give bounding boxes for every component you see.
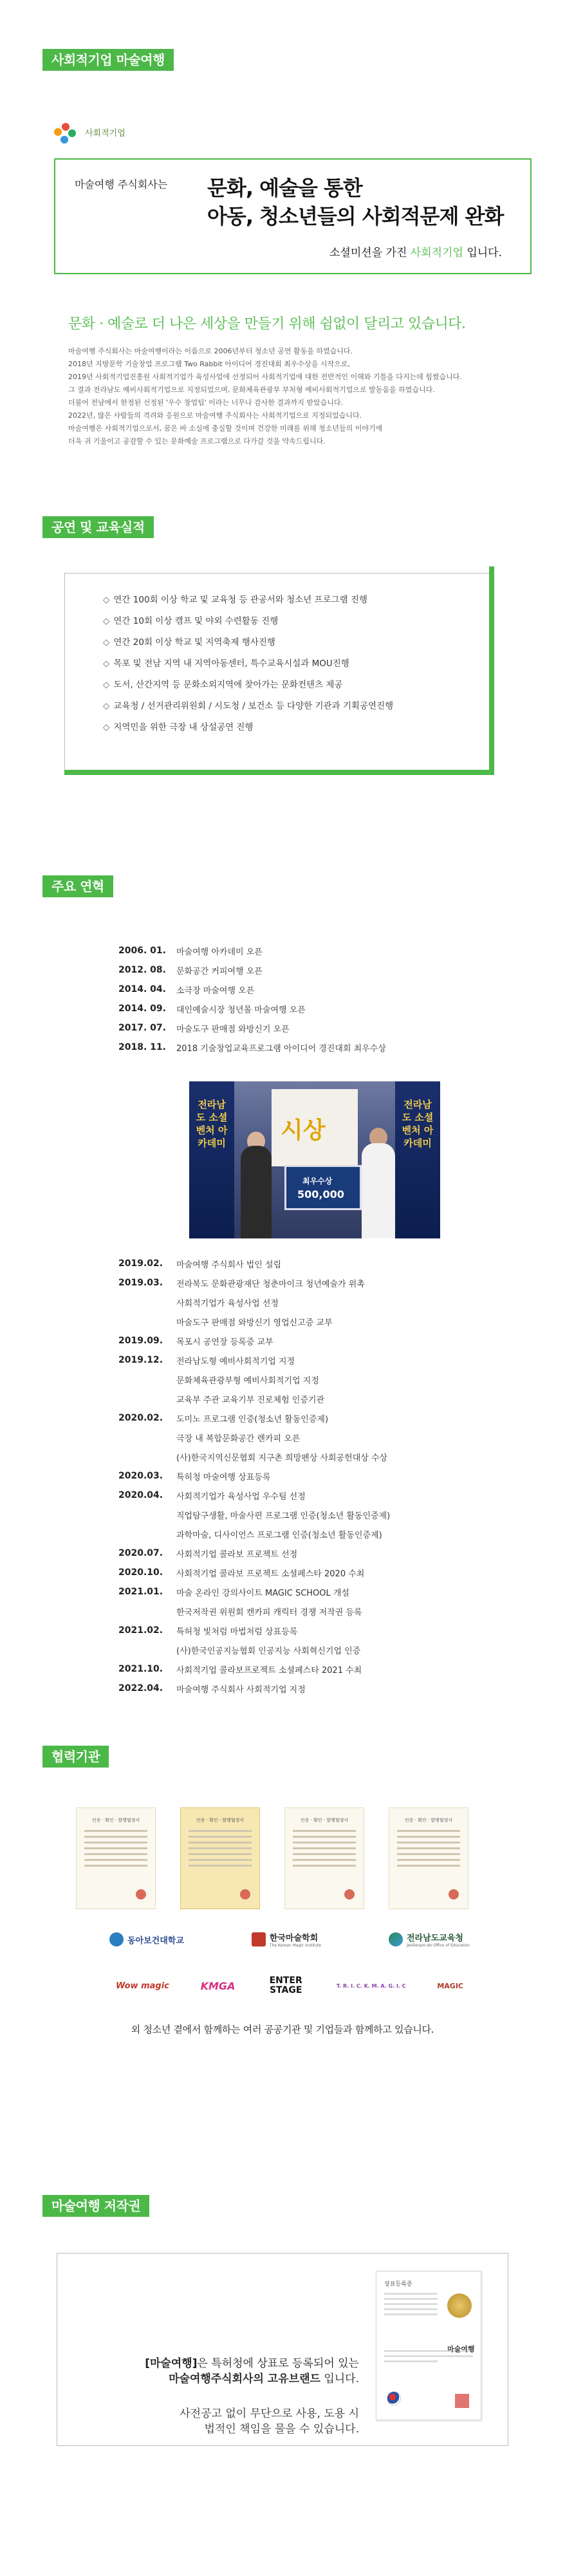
partner-logo-enter-stage: ENTER STAGE	[269, 1975, 302, 1995]
diamond-bullet-icon: ◇	[103, 595, 110, 605]
certificate-title: 인증 · 확인 · 발행협정서	[91, 1818, 140, 1823]
intro-mission-highlight: 사회적기업	[410, 247, 463, 259]
history-date: 2018. 11.	[118, 1042, 166, 1052]
history-row	[118, 1428, 517, 1447]
history-row	[118, 980, 517, 999]
history-date: 2020.10.	[118, 1567, 163, 1578]
history-list-bottom	[118, 1254, 517, 1698]
history-text: 마술여행 주식회사 사회적기업 지정	[176, 1685, 306, 1695]
history-text: 한국저작권 위원회 캔카피 캐릭터 경쟁 저작권 등록	[176, 1607, 362, 1618]
history-text: (사)한국지역신문협회 지구촌 희망펜상 사회공헌대상 수상	[176, 1453, 388, 1463]
history-row	[118, 1389, 517, 1408]
partner-logo-dongah	[109, 1932, 184, 1946]
diamond-bullet-icon: ◇	[103, 616, 110, 626]
partner-sub: The Korean Magic Institute	[269, 1943, 322, 1948]
partner-logo-jeonnam-edu	[389, 1931, 470, 1948]
trademark-doc-brand: 마술여행	[447, 2345, 475, 2353]
banner-right-text: 전라남도 소셜벤처 아카데미	[402, 1099, 434, 1149]
certificate-image	[180, 1807, 260, 1909]
copyright-line-4: 법적인 책임을 물을 수 있습니다.	[204, 2423, 359, 2436]
history-text: 사회적기업 콜라보 프로젝트 소셜페스타 2020 수최	[176, 1569, 365, 1579]
performance-box-accent-right	[489, 566, 494, 774]
history-row	[118, 960, 517, 980]
dongah-emblem-icon	[109, 1932, 124, 1946]
history-row	[118, 1659, 517, 1679]
partner-logos-row-2	[116, 1976, 463, 1995]
history-text: 직업탐구생활, 마술사편 프로그램 인증(청소년 활동인증제)	[176, 1511, 391, 1521]
body-line: 더불어 전남에서 한정된 선정된 '우수 창업팀' 이라는 너무나 감사한 결과까지 받았습니다.	[68, 398, 344, 407]
history-text: 목포시 공연장 등록증 교부	[176, 1337, 273, 1347]
history-text: 마술여행 아카데미 오픈	[176, 947, 263, 957]
history-date: 2014. 04.	[118, 984, 166, 994]
copyright-brand-owner: 마술여행주식회사의 고유브랜드	[169, 2373, 320, 2385]
history-date: 2019.03.	[118, 1278, 163, 1288]
history-text: 특허청 마술여행 상표등록	[176, 1472, 271, 1482]
history-text: 소극장 마술여행 오픈	[176, 985, 255, 996]
performance-box-accent-bottom	[64, 770, 494, 775]
diamond-bullet-icon: ◇	[103, 680, 110, 690]
copyright-line-1-rest: 은 특허청에 상표로 등록되어 있는	[197, 2357, 359, 2370]
history-date: 2019.09.	[118, 1336, 163, 1346]
copyright-notice	[82, 2356, 359, 2387]
history-row	[118, 1563, 517, 1582]
intro-headline-1: 문화, 예술을 통한	[207, 176, 362, 200]
history-row	[118, 1273, 517, 1293]
social-enterprise-logo-icon	[51, 119, 81, 149]
body-line: 2022년, 많은 사람들의 격려와 응원으로 마술여행 주식회사는 사회적기업으로 지정되었습니다.	[68, 411, 362, 420]
diamond-bullet-icon: ◇	[103, 637, 110, 648]
copyright-line-2-post: 입니다.	[320, 2373, 359, 2385]
partner-name	[270, 1931, 321, 1948]
history-date: 2020.04.	[118, 1490, 163, 1500]
performance-item-text: 연간 10회 이상 캠프 및 야외 수련활동 진행	[113, 616, 279, 626]
partner-logo-magic: MAGIC	[437, 1981, 463, 1990]
history-row	[118, 1582, 517, 1601]
history-row	[118, 1621, 517, 1640]
lead-text: 문화 · 예술로 더 나은 세상을 만들기 위해 쉼없이 달리고 있습니다.	[68, 316, 466, 332]
history-text: 마술여행 주식회사 법인 설립	[176, 1260, 282, 1270]
performance-item-text: 연간 100회 이상 학교 및 교육청 등 관공서와 청소년 프로그램 진행	[113, 595, 368, 605]
history-date: 2012. 08.	[118, 965, 166, 975]
history-text: (사)한국인공지능협회 인공지능 사회혁신기업 인증	[176, 1646, 361, 1656]
intro-headline-2: 아동, 청소년들의 사회적문제 완화	[207, 204, 504, 229]
history-row	[118, 1370, 517, 1389]
history-text: 사회적기업가 육성사업 우수팀 선정	[176, 1491, 306, 1502]
history-date: 2021.01.	[118, 1587, 163, 1597]
history-row	[118, 1293, 517, 1312]
diamond-bullet-icon: ◇	[103, 658, 110, 669]
history-row	[118, 1640, 517, 1659]
diamond-bullet-icon: ◇	[103, 701, 110, 711]
banner-left-text: 전라남도 소셜벤처 아카데미	[196, 1099, 228, 1149]
award-board-text: 시상	[281, 1117, 326, 1144]
performance-list	[103, 590, 393, 738]
history-row	[118, 1331, 517, 1350]
copyright-brand-bracket: [마술여행]	[145, 2357, 198, 2370]
history-text: 전라북도 문화관광재단 청춘마이크 청년예술가 위촉	[176, 1279, 365, 1289]
intro-headline	[207, 174, 503, 230]
history-date: 2017. 07.	[118, 1023, 166, 1033]
official-stamp-icon	[455, 2394, 469, 2408]
history-date: 2020.07.	[118, 1548, 163, 1558]
section-title-copyright: 마술여행 저작권	[42, 2195, 149, 2217]
history-text: 사회적기업 콜라보 프로젝트 선정	[176, 1549, 298, 1560]
award-ceremony-photo	[189, 1081, 440, 1238]
certificate-title: 인증 · 확인 · 발행협정서	[404, 1818, 453, 1823]
section-title-partners: 협력기관	[42, 1746, 109, 1768]
history-date: 2021.02.	[118, 1625, 163, 1636]
body-line: 마술여행은 사회적기업으로서, 꿈은 바 소실에 충실할 것이며 건강한 미래를 위해 청소년들의 이야기에	[68, 424, 383, 433]
performance-item-text: 목포 및 전남 지역 내 지역아동센터, 특수교육시설과 MOU진행	[113, 658, 349, 669]
intro-mission	[329, 243, 502, 259]
performance-item-text: 도서, 산간지역 등 문화소외지역에 찾아가는 문화컨텐츠 제공	[113, 680, 343, 690]
intro-body	[68, 345, 519, 448]
history-text: 극장 내 복합문화공간 렌카피 오픈	[176, 1433, 301, 1444]
performance-item	[103, 632, 393, 653]
copyright-line-2	[82, 2371, 359, 2387]
copyright-line-1	[82, 2356, 359, 2371]
body-line: 마술여행 주식회사는 마술여행이라는 이름으로 2006년부터 청소년 공연 활동을 하였습니다.	[68, 347, 353, 355]
history-row	[118, 1524, 517, 1544]
history-date: 2021.10.	[118, 1664, 163, 1674]
certificate-image	[76, 1807, 156, 1909]
history-text: 도미노 프로그램 인증(청소년 활동인증제)	[176, 1414, 329, 1424]
cheque-amount: 500,000	[297, 1188, 344, 1200]
partner-caption: 외 청소년 곁에서 함께하는 여러 공공기관 및 기업들과 함께하고 있습니다.	[131, 2024, 434, 2035]
history-text: 마술도구 판매점 와방신기 영업신고증 교부	[176, 1318, 333, 1328]
partner-logo-trick-magic: T. R. I. C. K. M. A. G. I. C	[336, 1983, 406, 1989]
social-enterprise-logo	[51, 119, 125, 149]
seal-icon	[240, 1889, 250, 1899]
performance-item	[103, 675, 393, 696]
history-row	[118, 1505, 517, 1524]
body-line: 그 결과 전라남도 예비사회적기업으로 지정되었으며, 문화체육관광부 부처형 예비사회적기업으로 발돋움을 하였습니다.	[68, 386, 435, 394]
history-text: 마술도구 판매점 와방신기 오픈	[176, 1024, 290, 1034]
partner-name-text: 한국마술학회	[269, 1934, 319, 1943]
partner-logo-kmga: KMGA	[200, 1979, 236, 1992]
government-emblem-icon	[387, 2391, 401, 2405]
history-row	[118, 1601, 517, 1621]
seal-icon	[344, 1889, 355, 1899]
history-date: 2022.04.	[118, 1683, 163, 1694]
history-row	[118, 1486, 517, 1505]
magic-institute-emblem-icon	[252, 1932, 266, 1946]
award-cheque	[284, 1165, 362, 1210]
history-text: 문화체육관광부형 예비사회적기업 지정	[176, 1376, 319, 1386]
trademark-doc-title: 상표등록증	[384, 2281, 412, 2288]
performance-item-text: 연간 20회 이상 학교 및 지역축제 행사진행	[113, 637, 275, 648]
history-text: 마술 온라인 강의사이트 MAGIC SCHOOL 개설	[176, 1588, 350, 1598]
intro-box	[54, 158, 532, 274]
partner-name: 동아보건대학교	[127, 1936, 184, 1946]
performance-item	[103, 590, 393, 611]
certificate-title: 인증 · 확인 · 발행협정서	[300, 1818, 349, 1823]
history-list-top	[118, 941, 517, 1057]
performance-item	[103, 717, 393, 738]
history-date: 2019.12.	[118, 1355, 163, 1365]
logo-label: 사회적기업	[85, 129, 125, 138]
certificate-image	[284, 1807, 364, 1909]
certificate-title: 인증 · 확인 · 발행협정서	[196, 1818, 245, 1823]
certificate-image	[389, 1807, 468, 1909]
history-row	[118, 1466, 517, 1486]
history-text: 전라남도형 예비사회적기업 지정	[176, 1356, 295, 1367]
partner-logos-row-1	[109, 1931, 470, 1948]
history-row	[118, 1038, 517, 1057]
diamond-bullet-icon: ◇	[103, 722, 110, 733]
partner-name	[407, 1931, 470, 1948]
section-title-performance: 공연 및 교육실적	[42, 516, 154, 538]
history-date: 2014. 09.	[118, 1003, 166, 1014]
history-row	[118, 999, 517, 1018]
performance-item	[103, 611, 393, 632]
performance-item	[103, 696, 393, 717]
certificate-gallery	[76, 1807, 468, 1909]
history-row	[118, 1312, 517, 1331]
history-text: 교육부 주관 교육기부 진로체험 인증기관	[176, 1395, 325, 1405]
body-line: 2018년 지방문학 기술창업 프로그램 Two Rabbit 아이디어 경진대회 최우수상을 시작으로,	[68, 360, 350, 368]
person-body	[241, 1146, 272, 1238]
copyright-line-3: 사전공고 없이 무단으로 사용, 도용 시	[180, 2407, 359, 2420]
history-row	[118, 941, 517, 960]
history-date: 2020.03.	[118, 1471, 163, 1481]
trademark-certificate-image	[376, 2271, 481, 2420]
history-text: 특허청 빛처럼 마법처럼 상표등록	[176, 1627, 298, 1637]
history-text: 문화공간 커피여행 오픈	[176, 966, 263, 976]
partner-name-text: 전라남도교육청	[406, 1934, 463, 1943]
cheque-label: 최우수상	[302, 1177, 333, 1186]
body-line: 더욱 귀 기울이고 공감할 수 있는 문화예술 프로그램으로 다가갈 것을 약속드립니다.	[68, 437, 326, 445]
section-title-about: 사회적기업 마술여행	[42, 49, 174, 71]
seal-icon	[136, 1889, 146, 1899]
body-line: 2019년 사회적기업진흥원 사회적기업가 육성사업에 선정되어 사회적기업에 대한 전반적인 이해와 기틀을 다지는데 힘썼습니다.	[68, 373, 462, 381]
person-body	[362, 1143, 395, 1238]
intro-company: 마술여행 주식회사는	[75, 178, 168, 191]
performance-item-text: 지역민을 위한 극장 내 상설공연 진행	[113, 722, 254, 733]
history-text: 2018 기술창업교육프로그램 아이디어 경진대회 최우수상	[176, 1043, 386, 1054]
section-title-history: 주요 연혁	[42, 875, 113, 897]
history-date: 2019.02.	[118, 1258, 163, 1269]
performance-item-text: 교육청 / 선거관리위원회 / 시도청 / 보건소 등 다양한 기관과 기획공연진행	[113, 701, 394, 711]
intro-mission-pre: 소셜미션을 가진	[329, 247, 411, 259]
intro-mission-post: 입니다.	[463, 247, 502, 259]
history-row	[118, 1679, 517, 1698]
history-row	[118, 1447, 517, 1466]
history-row	[118, 1254, 517, 1273]
seal-icon	[449, 1889, 459, 1899]
partner-logo-wow-magic: Wow magic	[116, 1981, 169, 1991]
trademark-medal-icon	[447, 2293, 472, 2318]
history-text: 사회적기업 콜라보프로젝트 소셜페스타 2021 수최	[176, 1665, 362, 1675]
partner-sub: Jeollanam-do Office of Education	[406, 1943, 470, 1948]
performance-item	[103, 653, 393, 675]
history-row	[118, 1350, 517, 1370]
history-text: 사회적기업가 육성사업 선정	[176, 1298, 279, 1309]
history-date: 2020.02.	[118, 1413, 163, 1423]
history-text: 대인예술시장 청년몰 마술여행 오픈	[176, 1005, 306, 1015]
history-text: 과학마술, 디사이언스 프로그램 인증(청소년 활동인증제)	[176, 1530, 382, 1540]
history-date: 2006. 01.	[118, 946, 166, 956]
history-row	[118, 1018, 517, 1038]
history-row	[118, 1408, 517, 1428]
jeonnam-edu-emblem-icon	[389, 1932, 403, 1946]
partner-logo-magic-institute	[252, 1931, 321, 1948]
copyright-warning	[82, 2406, 359, 2437]
history-row	[118, 1544, 517, 1563]
logo-text	[85, 129, 125, 139]
